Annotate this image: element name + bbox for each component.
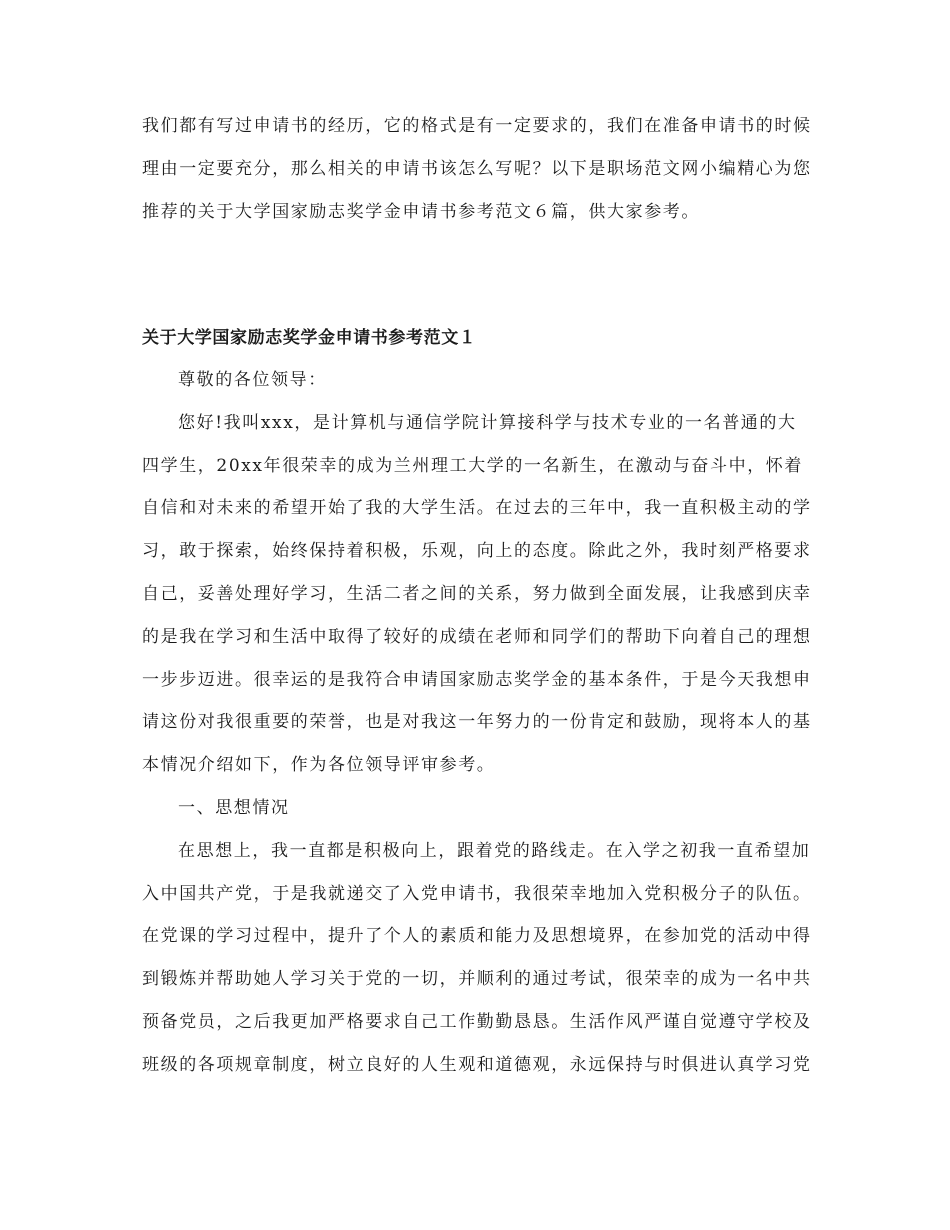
paragraph-line: 自己，妥善处理好学习，生活二者之间的关系，努力做到全面发展，让我感到庆幸 xyxy=(142,584,812,604)
paragraph-line: 您好!我叫xxx，是计算机与通信学院计算接科学与技术专业的一名普通的大 xyxy=(178,413,797,433)
paragraph-line: 入中国共产党，于是我就递交了入党申请书，我很荣幸地加入党积极分子的队伍。 xyxy=(142,884,812,904)
paragraph-line: 的是我在学习和生活中取得了较好的成绩在老师和同学们的帮助下向着自己的理想 xyxy=(142,627,812,647)
paragraph-line: 在思想上，我一直都是积极向上，跟着党的路线走。在入学之初我一直希望加 xyxy=(178,841,811,861)
paragraph-line: 在党课的学习过程中，提升了个人的素质和能力及思想境界，在参加党的活动中得 xyxy=(142,926,812,946)
salutation: 尊敬的各位领导： xyxy=(178,370,327,390)
paragraph-line: 预备党员，之后我更加严格要求自己工作勤勤恳恳。生活作风严谨自觉遵守学校及 xyxy=(142,1012,812,1032)
paragraph-line: 本情况介绍如下，作为各位领导评审参考。 xyxy=(142,755,496,775)
intro-line: 推荐的关于大学国家励志奖学金申请书参考范文６篇，供大家参考。 xyxy=(142,202,700,222)
intro-line: 理由一定要充分，那么相关的申请书该怎么写呢？以下是职场范文网小编精心为您 xyxy=(142,159,812,179)
paragraph-line: 到锻炼并帮助她人学习关于党的一切，并顺利的通过考试，很荣幸的成为一名中共 xyxy=(142,969,812,989)
paragraph-line: 一步步迈进。很幸运的是我符合申请国家励志奖学金的基本条件，于是今天我想申 xyxy=(142,670,812,690)
intro-line: 我们都有写过申请书的经历，它的格式是有一定要求的，我们在准备申请书的时候 xyxy=(142,116,812,136)
article-title: 关于大学国家励志奖学金申请书参考范文１ xyxy=(142,328,477,348)
paragraph-line: 习，敢于探索，始终保持着积极，乐观，向上的态度。除此之外，我时刻严格要求 xyxy=(142,541,812,561)
section-heading: 一、思想情况 xyxy=(178,798,290,818)
paragraph-line: 四学生，20xx年很荣幸的成为兰州理工大学的一名新生，在激动与奋斗中，怀着 xyxy=(142,456,804,476)
paragraph-line: 自信和对未来的希望开始了我的大学生活。在过去的三年中，我一直积极主动的学 xyxy=(142,498,812,518)
paragraph-line: 班级的各项规章制度，树立良好的人生观和道德观，永远保持与时俱进认真学习党 xyxy=(142,1055,812,1075)
paragraph-line: 请这份对我很重要的荣誉，也是对我这一年努力的一份肯定和鼓励，现将本人的基 xyxy=(142,712,812,732)
